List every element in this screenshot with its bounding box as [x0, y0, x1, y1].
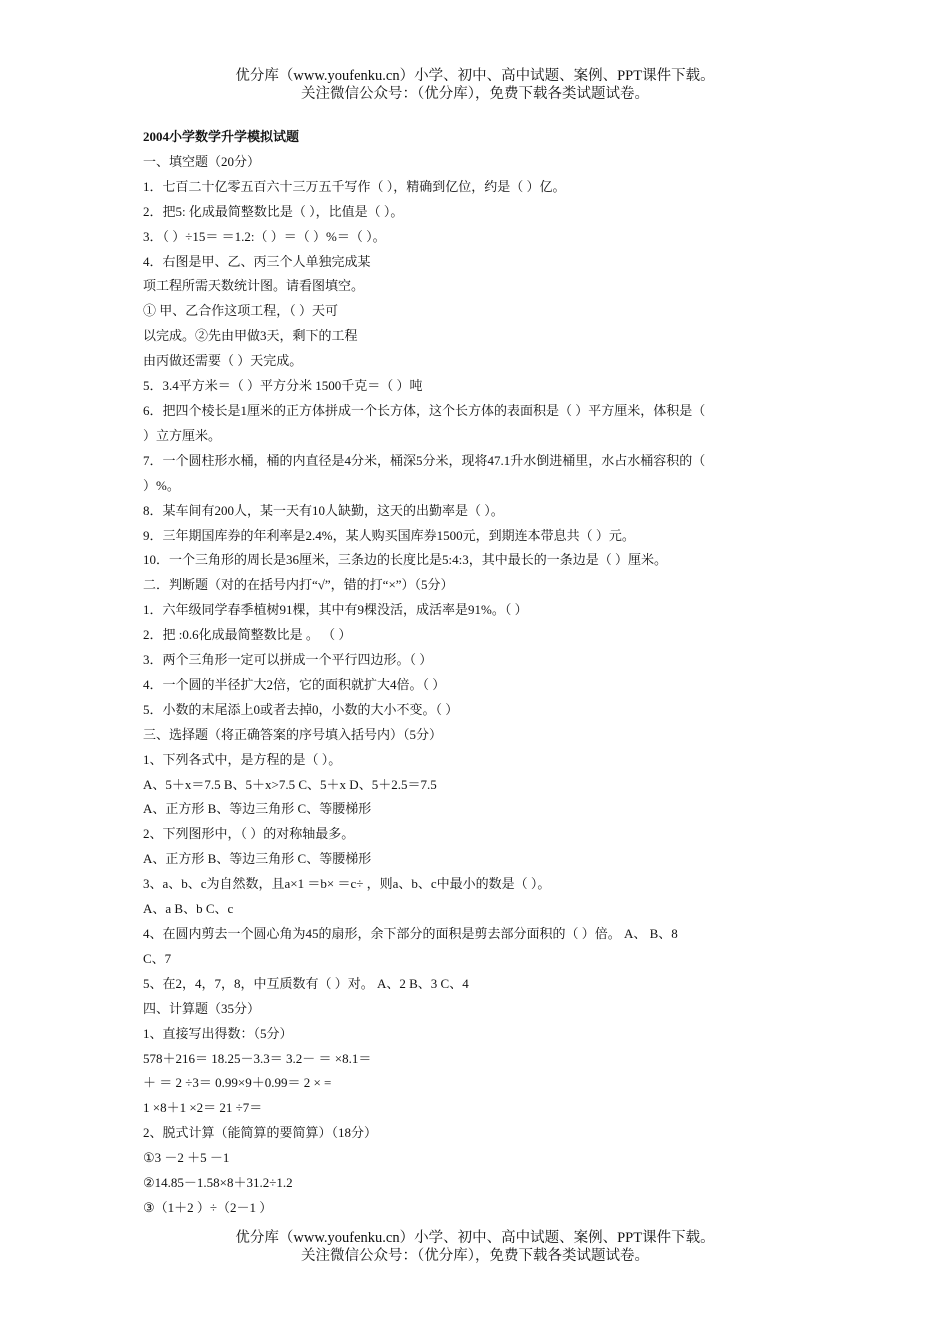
exam-line: ②14.85－1.58×8＋31.2÷1.2	[143, 1175, 293, 1191]
exam-line: 3、a、b、c为自然数，且a×1 ＝b× ＝c÷ ，则a、b、c中最小的数是（ ）。	[143, 876, 551, 892]
exam-line: 5．小数的末尾添上0或者去掉0，小数的大小不变。（ ）	[143, 701, 459, 717]
exam-line: 4、在圆内剪去一个圆心角为45的扇形，余下部分的面积是剪去部分面积的（ ）倍。 A、 B、8	[143, 926, 678, 941]
exam-line: 1．七百二十亿零五百六十三万五千写作（ ），精确到亿位，约是（ ）亿。	[143, 178, 566, 194]
exam-line: 以完成。②先由甲做3天，剩下的工程	[143, 328, 358, 344]
exam-line: 9．三年期国库券的年利率是2.4%，某人购买国库券1500元，到期连本带息共（ ）元。	[143, 527, 635, 543]
exam-line: 6．把四个棱长是1厘米的正方体拼成一个长方体，这个长方体的表面积是（ ）平方厘米，体积是（	[143, 402, 706, 418]
exam-line: 7．一个圆柱形水桶，桶的内直径是4分米，桶深5分米，现将47.1升水倒进桶里，水占水桶容积的（	[143, 452, 706, 468]
exam-line: 二．判断题（对的在括号内打“√”，错的打“×”）（5分）	[143, 577, 454, 593]
footer-line-2: 关注微信公众号：（优分库），免费下载各类试题试卷。	[301, 1248, 649, 1264]
exam-line: 3．（ ）÷15＝ ＝1.2:（ ）＝（ ）%＝（ ）。	[143, 228, 386, 244]
exam-line: 1 ×8＋1 ×2＝ 21 ÷7＝	[143, 1100, 263, 1116]
exam-line: 5．3.4平方米＝（ ）平方分米 1500千克＝（ ）吨	[143, 378, 423, 394]
exam-line: 四、计算题（35分）	[143, 1000, 261, 1016]
exam-line: ＋ ＝ 2 ÷3＝ 0.99×9＋0.99＝ 2 × =	[143, 1075, 332, 1091]
exam-line: 4．右图是甲、乙、丙三个人单独完成某	[143, 253, 371, 269]
exam-line: ① 甲、乙合作这项工程，（ ）天可	[143, 303, 339, 319]
exam-line: 4．一个圆的半径扩大2倍，它的面积就扩大4倍。（ ）	[143, 676, 446, 692]
exam-line: 3．两个三角形一定可以拼成一个平行四边形。（ ）	[143, 652, 433, 668]
exam-line: 1．六年级同学春季植树91棵，其中有9棵没活，成活率是91%。（ ）	[143, 602, 528, 618]
exam-line: 由丙做还需要（ ）天完成。	[143, 353, 303, 369]
exam-line: 5、在2，4，7，8，中互质数有（ ）对。 A、2 B、3 C、4	[143, 975, 469, 991]
exam-line: 项工程所需天数统计图。请看图填空。	[143, 278, 365, 294]
exam-line: A、a B、b C、c	[143, 901, 234, 917]
exam-line: A、5＋x＝7.5 B、5＋x>7.5 C、5＋x D、5＋2.5＝7.5	[143, 776, 437, 792]
exam-line: 2、脱式计算（能简算的要简算）（18分）	[143, 1125, 378, 1141]
exam-line: 一、填空题（20分）	[143, 153, 261, 169]
exam-line: ③（1＋2 ）÷（2－1 ）	[143, 1199, 273, 1215]
page-footer	[0, 1229, 950, 1265]
exam-line: 578＋216＝ 18.25－3.3＝ 3.2－ ＝ ×8.1＝	[143, 1050, 372, 1066]
exam-line: A、正方形 B、等边三角形 C、等腰梯形	[143, 801, 372, 817]
exam-line: 三、选择题（将正确答案的序号填入括号内）（5分）	[143, 726, 443, 742]
header-line-2: 关注微信公众号：（优分库），免费下载各类试题试卷。	[301, 86, 649, 102]
exam-line: ①3 －2 ＋5 －1	[143, 1150, 230, 1166]
exam-line: A、正方形 B、等边三角形 C、等腰梯形	[143, 851, 372, 867]
exam-line: 10．一个三角形的周长是36厘米，三条边的长度比是5:4:3，其中最长的一条边是（ ）厘米。	[143, 552, 667, 568]
exam-line: ）立方厘米。	[143, 427, 222, 443]
exam-line: ）%。	[143, 477, 180, 493]
exam-line: 1、下列各式中，是方程的是（ ）。	[143, 751, 342, 767]
footer-line-1: 优分库（www.youfenku.cn）小学、初中、高中试题、案例、PPT课件下载。	[235, 1230, 715, 1246]
exam-line: 2、下列图形中，（ ）的对称轴最多。	[143, 826, 355, 842]
exam-line: C、7	[143, 950, 172, 966]
exam-line: 2．把 :0.6化成最简整数比是 。 （ ）	[143, 627, 352, 643]
exam-line: 8．某车间有200人，某一天有10人缺勤，这天的出勤率是（ ）。	[143, 502, 504, 518]
page-header	[0, 67, 950, 103]
exam-line: 1、直接写出得数：（5分）	[143, 1025, 293, 1041]
exam-body	[143, 125, 808, 1221]
header-line-1: 优分库（www.youfenku.cn）小学、初中、高中试题、案例、PPT课件下载。	[235, 68, 715, 84]
exam-title: 2004小学数学升学模拟试题	[143, 129, 300, 144]
exam-line: 2．把5: 化成最简整数比是（ ），比值是（ ）。	[143, 203, 404, 219]
